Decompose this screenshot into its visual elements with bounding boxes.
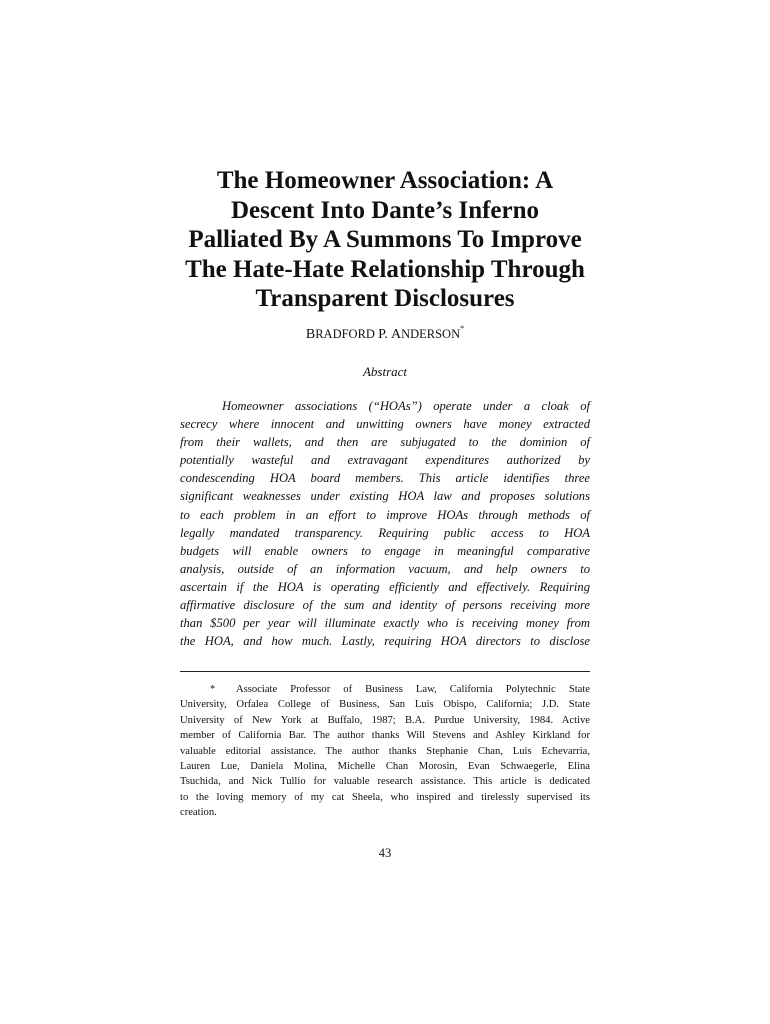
abstract-line: legally mandated transparency. Requiring public access to HOA bbox=[180, 525, 590, 540]
footnote-line: Tsuchida, and Nick Tullio for valuable research assistance. This article is dedicated bbox=[180, 776, 590, 788]
abstract-line: secrecy where innocent and unwitting owners have money extracted bbox=[180, 417, 590, 432]
page-number: 43 bbox=[378, 846, 392, 860]
abstract-line: significant weaknesses under existing HOA law and proposes solutions bbox=[180, 489, 590, 504]
abstract-line: ascertain if the HOA is operating efficiently and effectively. Requiring bbox=[180, 579, 590, 594]
abstract-line: to each problem in an effort to improve HOAs through methods of bbox=[180, 507, 590, 522]
abstract-line: Homeowner associations (“HOAs”) operate under a cloak of bbox=[222, 399, 590, 413]
abstract-line: analysis, outside of an information vacuum, and help owners to bbox=[180, 561, 590, 576]
footnote-line: creation. bbox=[180, 807, 217, 819]
author-middle: P. bbox=[378, 327, 388, 343]
abstract-line: budgets will enable owners to engage in meaningful comparative bbox=[180, 543, 590, 558]
abstract-line: the HOA, and how much. Lastly, requiring HOA directors to disclose bbox=[180, 634, 590, 649]
footnote-divider bbox=[180, 671, 590, 672]
title-line: The Hate-Hate Relationship Through bbox=[185, 255, 585, 283]
footnote-marker: * bbox=[210, 684, 216, 695]
footnote-line: University of New York at Buffalo, 1987; B.A. Purdue University, 1984. Active bbox=[180, 714, 590, 726]
abstract-heading: Abstract bbox=[362, 364, 408, 379]
author-last-initial: A bbox=[390, 327, 402, 343]
title-line: Descent Into Dante’s Inferno bbox=[230, 196, 540, 224]
author-footnote-marker: * bbox=[460, 324, 465, 333]
title-line: The Homeowner Association: A bbox=[216, 167, 554, 194]
footnote-line: Lauren Lue, Daniela Molina, Michelle Chan Morosin, Evan Schwaegerle, Elina bbox=[180, 760, 590, 772]
abstract-line: from their wallets, and then are subjugated to the dominion of bbox=[180, 435, 590, 450]
title-line: Palliated By A Summons To Improve bbox=[188, 226, 582, 253]
abstract-line: potentially wasteful and extravagant expenditures authorized by bbox=[180, 453, 590, 468]
abstract-line: affirmative disclosure of the sum and identity of persons receiving more bbox=[180, 598, 590, 613]
abstract-line: condescending HOA board members. This article identifies three bbox=[180, 471, 590, 486]
footnote-line bbox=[180, 682, 590, 697]
footnote-line: to the loving memory of my cat Sheela, who inspired and tirelessly supervised its bbox=[180, 791, 590, 803]
footnote-line: member of California Bar. The author thanks Will Stevens and Ashley Kirkland for bbox=[180, 730, 590, 742]
footnote-line: University, Orfalea College of Business, San Luis Obispo, California; J.D. State bbox=[180, 699, 590, 711]
article-title bbox=[150, 166, 620, 314]
title-line: Transparent Disclosures bbox=[255, 285, 515, 312]
author-footnote bbox=[180, 682, 590, 821]
author-first-rest: RADFORD bbox=[315, 327, 375, 342]
footnote-line-text: Associate Professor of Business Law, California Polytechnic State bbox=[236, 684, 590, 695]
author-byline bbox=[180, 323, 590, 343]
author-first-initial: B bbox=[305, 327, 316, 343]
abstract-line: than $500 per year will illuminate exactly who is receiving money from bbox=[180, 616, 590, 631]
footnote-line: valuable editorial assistance. The author thanks Stephanie Chan, Luis Echevarria, bbox=[180, 745, 590, 757]
author-last-rest: NDERSON bbox=[401, 327, 461, 342]
abstract-body bbox=[180, 397, 590, 650]
